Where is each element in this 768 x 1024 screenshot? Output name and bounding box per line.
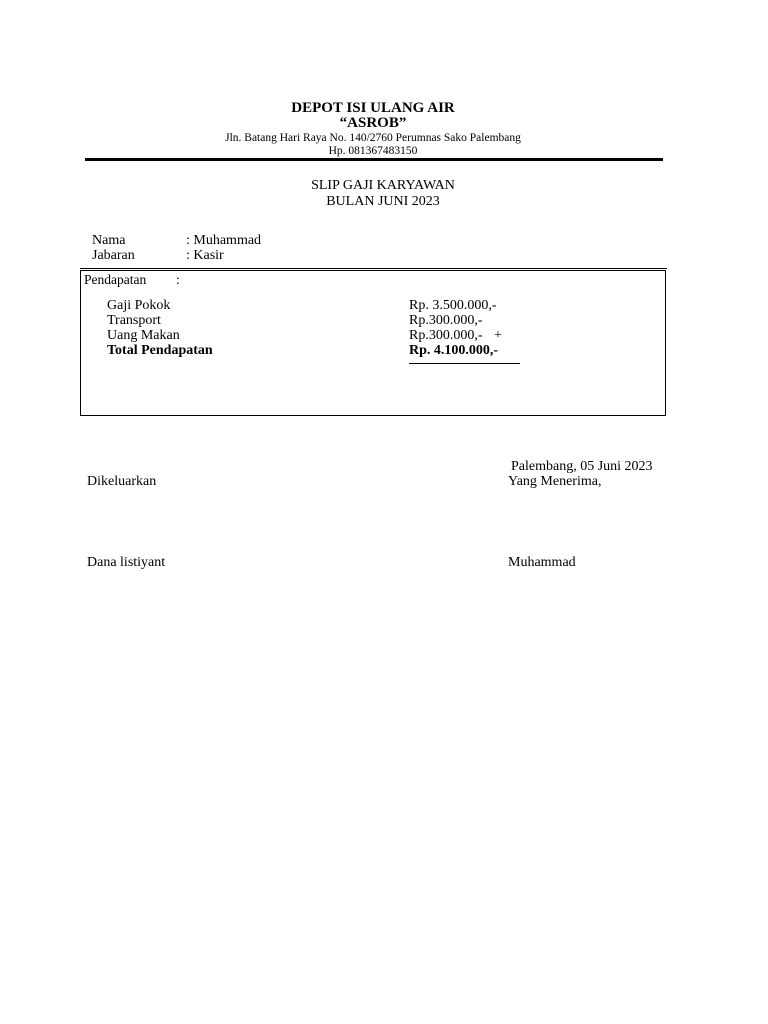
earning-label-meal-allowance: Uang Makan <box>107 328 180 343</box>
company-phone: Hp. 081367483150 <box>328 145 418 157</box>
receiver-name: Muhammad <box>508 555 576 570</box>
sum-operator: + <box>494 328 502 343</box>
employee-name-value: : Muhammad <box>186 233 262 248</box>
earnings-top-rule <box>80 268 667 269</box>
earnings-heading-colon: : <box>176 272 180 287</box>
company-alias: “ASROB” <box>339 115 407 131</box>
company-name: DEPOT ISI ULANG AIR <box>291 100 455 116</box>
receiver-label: Yang Menerima, <box>508 474 602 489</box>
earning-label-transport: Transport <box>107 313 161 328</box>
total-underline <box>409 363 520 364</box>
earning-label-basic-salary: Gaji Pokok <box>107 298 171 313</box>
earning-value-meal-allowance: Rp.300.000,- <box>409 328 483 343</box>
company-address: Jln. Batang Hari Raya No. 140/2760 Perumnas Sako Palembang <box>225 132 521 144</box>
earnings-heading: Pendapatan <box>84 272 147 287</box>
header-divider <box>85 158 663 161</box>
employee-name-label: Nama <box>92 233 126 248</box>
earning-value-basic-salary: Rp. 3.500.000,- <box>409 298 497 313</box>
slip-title: SLIP GAJI KARYAWAN <box>311 178 455 193</box>
employee-position-label: Jabaran <box>92 248 135 263</box>
total-earnings-value: Rp. 4.100.000,- <box>409 343 499 358</box>
issuer-label: Dikeluarkan <box>87 474 157 489</box>
earning-value-transport: Rp.300.000,- <box>409 313 483 328</box>
total-earnings-label: Total Pendapatan <box>107 343 213 358</box>
slip-period: BULAN JUNI 2023 <box>326 194 440 209</box>
employee-position-value: : Kasir <box>186 248 224 263</box>
place-date: Palembang, 05 Juni 2023 <box>511 459 653 474</box>
issuer-name: Dana listiyant <box>87 555 166 570</box>
